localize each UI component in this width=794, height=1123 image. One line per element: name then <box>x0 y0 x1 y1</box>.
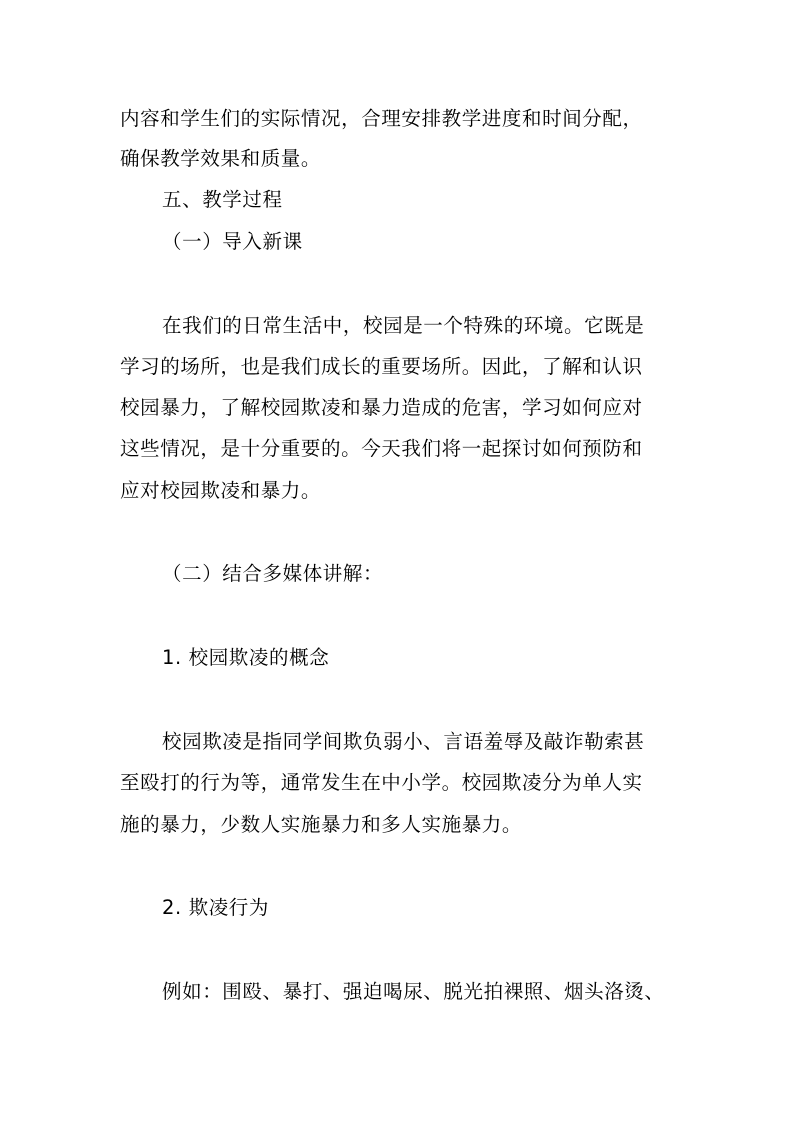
paragraph-1-line-3: 校园暴力，了解校园欺凌和暴力造成的危害，学习如何应对 <box>120 396 643 419</box>
subsection-heading-2: （二）结合多媒体讲解： <box>162 562 384 585</box>
section-heading: 五、教学过程 <box>162 188 283 211</box>
paragraph-1-line-5: 应对校园欺凌和暴力。 <box>120 479 322 502</box>
intro-text-line-1: 内容和学生们的实际情况，合理安排教学进度和时间分配， <box>120 107 643 130</box>
item-1-paragraph-line-1: 校园欺凌是指同学间欺负弱小、言语羞辱及敲诈勒索甚 <box>162 730 645 753</box>
item-2-paragraph-line-1: 例如：围殴、暴打、强迫喝尿、脱光拍裸照、烟头洛烫、 <box>162 980 665 1003</box>
paragraph-1-line-2: 学习的场所，也是我们成长的重要场所。因此，了解和认识 <box>120 355 643 378</box>
item-1-paragraph-line-2: 至殴打的行为等，通常发生在中小学。校园欺凌分为单人实 <box>120 771 643 794</box>
item-2-heading: 2. 欺凌行为 <box>162 896 270 919</box>
intro-text-line-2: 确保教学效果和质量。 <box>120 147 322 170</box>
subsection-heading-1: （一）导入新课 <box>162 230 303 253</box>
paragraph-1-line-1: 在我们的日常生活中，校园是一个特殊的环境。它既是 <box>162 314 645 337</box>
paragraph-1-line-4: 这些情况，是十分重要的。今天我们将一起探讨如何预防和 <box>120 437 643 460</box>
item-1-paragraph-line-3: 施的暴力，少数人实施暴力和多人实施暴力。 <box>120 813 523 836</box>
item-1-heading: 1. 校园欺凌的概念 <box>162 646 330 669</box>
